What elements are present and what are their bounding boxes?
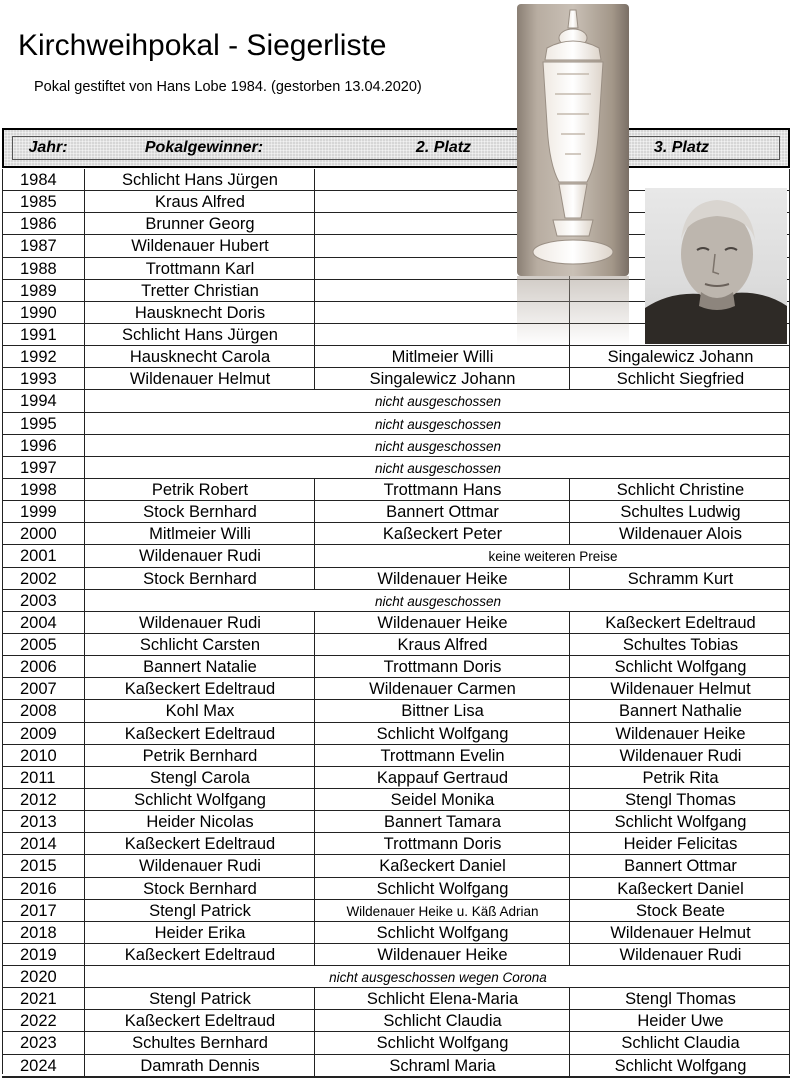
second-place-cell: Wildenauer Heike xyxy=(314,612,570,634)
page-subtitle: Pokal gestiftet von Hans Lobe 1984. (gestorben 13.04.2020) xyxy=(34,79,422,95)
second-place-cell: Kraus Alfred xyxy=(314,634,570,656)
rest-cell: keine weiteren Preise xyxy=(314,545,791,567)
second-place-cell: Bannert Ottmar xyxy=(314,501,570,523)
year-cell: 1990 xyxy=(20,303,57,322)
year-cell: 1994 xyxy=(20,392,57,411)
table-row xyxy=(2,413,790,435)
third-place-cell: Heider Uwe xyxy=(569,1010,791,1032)
year-cell: 2003 xyxy=(20,591,57,610)
second-place-cell: Wildenauer Heike xyxy=(314,944,570,966)
note-cell: nicht ausgeschossen xyxy=(84,413,791,435)
second-place-cell: Wildenauer Heike u. Käß Adrian xyxy=(314,900,570,922)
year-cell: 2009 xyxy=(20,724,57,743)
second-place-cell: Singalewicz Johann xyxy=(314,368,570,390)
winner-cell: Heider Nicolas xyxy=(84,811,315,833)
year-cell: 2014 xyxy=(20,835,57,854)
winner-cell: Kaßeckert Edeltraud xyxy=(84,678,315,700)
year-cell: 2005 xyxy=(20,635,57,654)
table-row xyxy=(2,900,790,922)
winner-cell: Hausknecht Carola xyxy=(84,346,315,368)
second-place-cell: Schlicht Wolfgang xyxy=(314,723,570,745)
third-place-cell: Kaßeckert Daniel xyxy=(569,878,791,900)
third-place-cell: Petrik Rita xyxy=(569,767,791,789)
table-right-border xyxy=(789,169,790,1074)
second-place-cell: Bittner Lisa xyxy=(314,700,570,722)
winner-cell: Wildenauer Hubert xyxy=(84,235,315,257)
year-cell: 2002 xyxy=(20,569,57,588)
trophy-photo xyxy=(517,4,629,276)
note-cell: nicht ausgeschossen wegen Corona xyxy=(84,966,791,988)
year-cell: 1986 xyxy=(20,215,57,234)
note-cell: nicht ausgeschossen xyxy=(84,590,791,612)
portrait-photo xyxy=(645,188,787,344)
table-row xyxy=(2,855,790,877)
winner-cell: Bannert Natalie xyxy=(84,656,315,678)
year-cell: 2007 xyxy=(20,680,57,699)
note-cell: nicht ausgeschossen xyxy=(84,390,791,412)
table-row xyxy=(2,944,790,966)
winner-cell: Schlicht Hans Jürgen xyxy=(84,169,315,191)
year-cell: 1987 xyxy=(20,237,57,256)
table-row xyxy=(2,545,790,567)
table-row xyxy=(2,789,790,811)
third-place-cell: Heider Felicitas xyxy=(569,833,791,855)
second-place-cell: Trottmann Doris xyxy=(314,833,570,855)
trophy-reflection xyxy=(517,276,629,346)
second-place-cell: Mitlmeier Willi xyxy=(314,346,570,368)
year-cell: 2011 xyxy=(20,768,56,787)
year-cell: 2006 xyxy=(20,658,57,677)
header-winner: Pokalgewinner: xyxy=(144,139,264,156)
winner-cell: Heider Erika xyxy=(84,922,315,944)
table-row xyxy=(2,1032,790,1054)
table-row xyxy=(2,922,790,944)
table-row xyxy=(2,811,790,833)
header-third: 3. Platz xyxy=(653,139,710,156)
winner-cell: Schlicht Hans Jürgen xyxy=(84,324,315,346)
winner-cell: Kaßeckert Edeltraud xyxy=(84,723,315,745)
year-cell: 1988 xyxy=(20,259,57,278)
winner-cell: Kaßeckert Edeltraud xyxy=(84,833,315,855)
table-row xyxy=(2,678,790,700)
table-row xyxy=(2,568,790,590)
winner-cell: Stock Bernhard xyxy=(84,501,315,523)
year-cell: 2021 xyxy=(20,990,57,1009)
winner-cell: Schlicht Wolfgang xyxy=(84,789,315,811)
third-place-cell: Schultes Ludwig xyxy=(569,501,791,523)
winner-cell: Kohl Max xyxy=(84,700,315,722)
year-cell: 1991 xyxy=(20,325,57,344)
winner-cell: Mitlmeier Willi xyxy=(84,523,315,545)
winner-cell: Petrik Bernhard xyxy=(84,745,315,767)
year-cell: 2020 xyxy=(20,968,57,987)
winner-cell: Schlicht Carsten xyxy=(84,634,315,656)
winner-cell: Stengl Carola xyxy=(84,767,315,789)
note-cell: nicht ausgeschossen xyxy=(84,457,791,479)
year-cell: 2008 xyxy=(20,702,57,721)
year-cell: 2001 xyxy=(20,547,57,566)
year-cell: 2024 xyxy=(20,1056,57,1075)
third-place-cell: Wildenauer Helmut xyxy=(569,678,791,700)
second-place-cell: Schlicht Claudia xyxy=(314,1010,570,1032)
year-cell: 2013 xyxy=(20,813,57,832)
person-portrait-icon xyxy=(645,188,787,344)
third-place-cell: Schultes Tobias xyxy=(569,634,791,656)
second-place-cell: Trottmann Hans xyxy=(314,479,570,501)
third-place-cell: Wildenauer Rudi xyxy=(569,944,791,966)
second-place-cell: Schlicht Wolfgang xyxy=(314,878,570,900)
year-cell: 2023 xyxy=(20,1034,57,1053)
table-bottom-border xyxy=(2,1076,790,1078)
year-cell: 1998 xyxy=(20,480,57,499)
third-place-cell: Wildenauer Alois xyxy=(569,523,791,545)
winner-cell: Tretter Christian xyxy=(84,280,315,302)
table-row xyxy=(2,390,790,412)
table-row xyxy=(2,700,790,722)
winner-cell: Stock Bernhard xyxy=(84,878,315,900)
second-place-cell: Wildenauer Heike xyxy=(314,568,570,590)
table-row xyxy=(2,479,790,501)
third-place-cell: Schlicht Christine xyxy=(569,479,791,501)
table-row xyxy=(2,723,790,745)
second-place-cell: Kaßeckert Peter xyxy=(314,523,570,545)
table-left-border xyxy=(2,169,3,1074)
winner-cell: Stengl Patrick xyxy=(84,988,315,1010)
second-place-cell: Schlicht Wolfgang xyxy=(314,922,570,944)
third-place-cell: Singalewicz Johann xyxy=(569,346,791,368)
winner-cell: Stock Bernhard xyxy=(84,568,315,590)
table-row xyxy=(2,767,790,789)
year-cell: 1985 xyxy=(20,193,57,212)
year-cell: 1996 xyxy=(20,436,57,455)
table-header xyxy=(2,128,790,168)
note-cell: nicht ausgeschossen xyxy=(84,435,791,457)
third-place-cell: Kaßeckert Edeltraud xyxy=(569,612,791,634)
table-row xyxy=(2,1010,790,1032)
third-place-cell: Schlicht Wolfgang xyxy=(569,656,791,678)
year-cell: 2010 xyxy=(20,746,57,765)
table-row xyxy=(2,1055,790,1077)
second-place-cell: Trottmann Evelin xyxy=(314,745,570,767)
third-place-cell: Schlicht Siegfried xyxy=(569,368,791,390)
year-cell: 2012 xyxy=(20,790,57,809)
second-place-cell: Schraml Maria xyxy=(314,1055,570,1077)
table-row xyxy=(2,878,790,900)
winner-cell: Kaßeckert Edeltraud xyxy=(84,944,315,966)
year-cell: 1995 xyxy=(20,414,57,433)
table-row xyxy=(2,346,790,368)
year-cell: 1993 xyxy=(20,370,57,389)
winner-cell: Hausknecht Doris xyxy=(84,302,315,324)
table-row xyxy=(2,368,790,390)
winner-cell: Kaßeckert Edeltraud xyxy=(84,1010,315,1032)
third-place-cell: Stengl Thomas xyxy=(569,988,791,1010)
table-row xyxy=(2,656,790,678)
winner-cell: Wildenauer Rudi xyxy=(84,855,315,877)
year-cell: 2004 xyxy=(20,613,57,632)
year-cell: 2015 xyxy=(20,857,57,876)
winner-cell: Wildenauer Rudi xyxy=(84,612,315,634)
table-row xyxy=(2,745,790,767)
year-cell: 1997 xyxy=(20,458,57,477)
third-place-cell: Schramm Kurt xyxy=(569,568,791,590)
third-place-cell: Schlicht Wolfgang xyxy=(569,811,791,833)
third-place-cell: Wildenauer Helmut xyxy=(569,922,791,944)
page-title: Kirchweihpokal - Siegerliste xyxy=(18,29,387,62)
third-place-cell: Bannert Nathalie xyxy=(569,700,791,722)
table-row xyxy=(2,523,790,545)
table-row xyxy=(2,501,790,523)
second-place-cell: Schlicht Wolfgang xyxy=(314,1032,570,1054)
year-cell: 2018 xyxy=(20,923,57,942)
trophy-icon xyxy=(517,4,629,276)
winner-cell: Kraus Alfred xyxy=(84,191,315,213)
winner-cell: Stengl Patrick xyxy=(84,900,315,922)
winner-cell: Wildenauer Rudi xyxy=(84,545,315,567)
winner-cell: Schultes Bernhard xyxy=(84,1032,315,1054)
year-cell: 2017 xyxy=(20,901,57,920)
second-place-cell: Wildenauer Carmen xyxy=(314,678,570,700)
table-row xyxy=(2,966,790,988)
third-place-cell: Bannert Ottmar xyxy=(569,855,791,877)
third-place-cell: Stock Beate xyxy=(569,900,791,922)
year-cell: 1989 xyxy=(20,281,57,300)
year-cell: 2022 xyxy=(20,1012,57,1031)
winner-cell: Wildenauer Helmut xyxy=(84,368,315,390)
second-place-cell: Bannert Tamara xyxy=(314,811,570,833)
table-row xyxy=(2,435,790,457)
table-row xyxy=(2,612,790,634)
third-place-cell: Wildenauer Heike xyxy=(569,723,791,745)
year-cell: 1999 xyxy=(20,503,57,522)
header-year: Jahr: xyxy=(28,139,68,156)
year-cell: 2016 xyxy=(20,879,57,898)
winner-cell: Trottmann Karl xyxy=(84,258,315,280)
table-row xyxy=(2,590,790,612)
second-place-cell: Kaßeckert Daniel xyxy=(314,855,570,877)
year-cell: 1984 xyxy=(20,171,57,189)
winner-cell: Brunner Georg xyxy=(84,213,315,235)
second-place-cell: Seidel Monika xyxy=(314,789,570,811)
third-place-cell: Wildenauer Rudi xyxy=(569,745,791,767)
second-place-cell: Schlicht Elena-Maria xyxy=(314,988,570,1010)
table-row xyxy=(2,634,790,656)
second-place-cell: Kappauf Gertraud xyxy=(314,767,570,789)
table-row xyxy=(2,457,790,479)
header-second: 2. Platz xyxy=(415,139,472,156)
table-row xyxy=(2,988,790,1010)
third-place-cell: Stengl Thomas xyxy=(569,789,791,811)
third-place-cell: Schlicht Claudia xyxy=(569,1032,791,1054)
table-row xyxy=(2,833,790,855)
year-cell: 1992 xyxy=(20,348,57,367)
winner-cell: Petrik Robert xyxy=(84,479,315,501)
winner-cell: Damrath Dennis xyxy=(84,1055,315,1077)
second-place-cell: Trottmann Doris xyxy=(314,656,570,678)
year-cell: 2019 xyxy=(20,945,57,964)
year-cell: 2000 xyxy=(20,525,57,544)
third-place-cell: Schlicht Wolfgang xyxy=(569,1055,791,1077)
